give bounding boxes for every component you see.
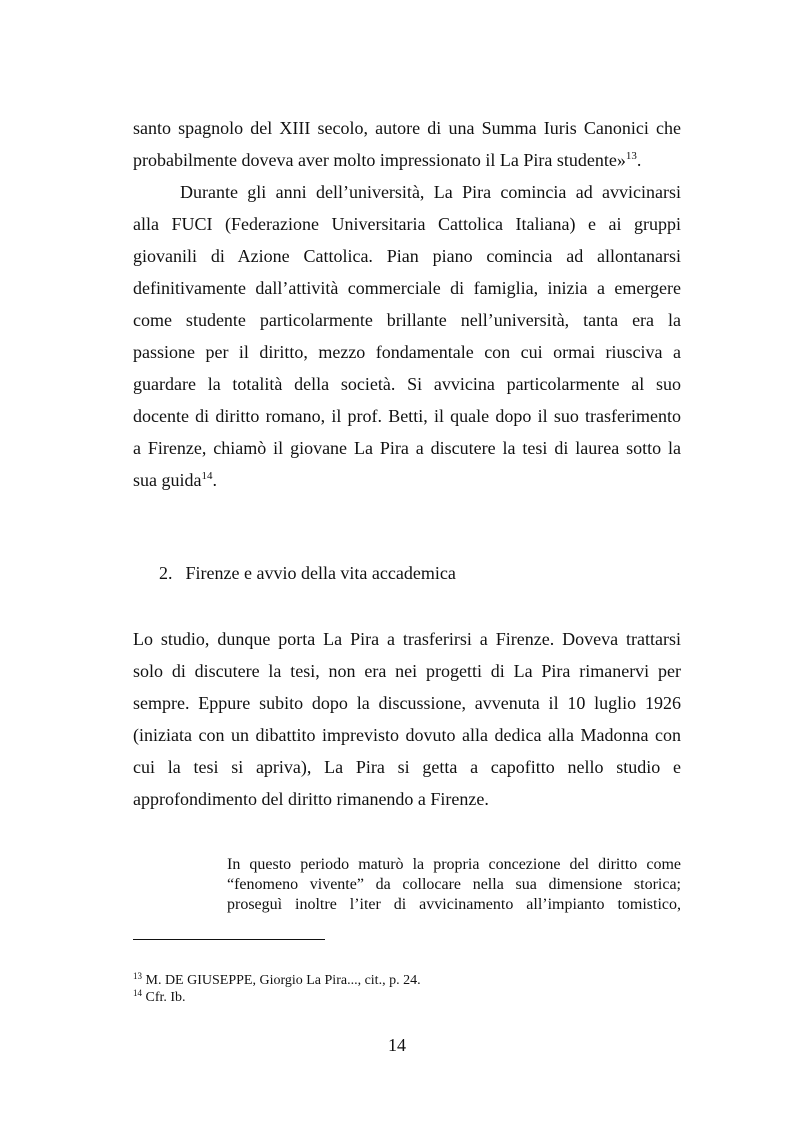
paragraph-continuation: [133, 112, 681, 176]
text-line: guardare la totalità della società. Si avvicina particolarmente al suo: [133, 374, 681, 394]
page-number: 14: [388, 1035, 406, 1055]
footnote-ref-14[interactable]: 14: [201, 470, 213, 482]
text-line: santo spagnolo del XIII secolo, autore di una Summa Iuris Canonici che: [133, 118, 681, 138]
text-line: giovanili di Azione Cattolica. Pian piano comincia ad allontanarsi: [133, 246, 681, 266]
footnote-13: [133, 972, 421, 990]
footnote-separator: [133, 939, 325, 940]
text-line: alla FUCI (Federazione Universitaria Cattolica Italiana) e ai gruppi: [133, 214, 681, 234]
text-line: (iniziata con un dibattito imprevisto dovuto alla dedica alla Madonna con: [133, 725, 681, 745]
text-line: a Firenze, chiamò il giovane La Pira a discutere la tesi di laurea sotto la: [133, 438, 681, 458]
quote-line: In questo periodo maturò la propria concezione del diritto come: [227, 856, 681, 873]
text-line: definitivamente dall’attività commerciale di famiglia, inizia a emergere: [133, 278, 681, 298]
text-line: sua guida$^{14}$.: [133, 470, 217, 490]
footnote-text: Cfr. Ib.: [145, 990, 186, 1005]
section-number: 2.: [159, 563, 173, 583]
footnote-14: [133, 989, 186, 1007]
footnote-number: 14: [133, 988, 142, 998]
text-line: docente di diritto romano, il prof. Betti, il quale dopo il suo trasferimento: [133, 406, 681, 426]
quote-line: proseguì inoltre l’iter di avvicinamento all’impianto tomistico,: [227, 896, 681, 913]
text-line: approfondimento del diritto rimanendo a Firenze.: [133, 789, 489, 809]
text-line: probabilmente doveva aver molto impressionato il La Pira studente»$^{13}$.: [133, 150, 642, 170]
text-line: Lo studio, dunque porta La Pira a trasferirsi a Firenze. Doveva trattarsi: [133, 629, 681, 649]
section-title: Firenze e avvio della vita accademica: [185, 563, 456, 583]
text-line: cui la tesi si apriva), La Pira si getta a capofitto nello studio e: [133, 757, 681, 777]
footnote-ref-13[interactable]: 13: [625, 150, 637, 162]
text-line: come studente particolarmente brillante nell’università, tanta era la: [133, 310, 681, 330]
paragraph-florence: [133, 623, 681, 815]
text-line: Durante gli anni dell’università, La Pira comincia ad avvicinarsi: [180, 182, 681, 202]
text-line: sempre. Eppure subito dopo la discussione, avvenuta il 10 luglio 1926: [133, 693, 681, 713]
section-heading: [159, 563, 456, 584]
block-quote: [227, 855, 681, 915]
paragraph-university: [133, 176, 681, 496]
footnote-text: M. DE GIUSEPPE, Giorgio La Pira..., cit., p. 24.: [145, 973, 421, 988]
footnote-number: 13: [133, 971, 142, 981]
text-line: passione per il diritto, mezzo fondamentale con cui ormai riusciva a: [133, 342, 681, 362]
quote-line: “fenomeno vivente” da collocare nella sua dimensione storica;: [227, 876, 681, 893]
text-line: solo di discutere la tesi, non era nei progetti di La Pira rimanervi per: [133, 661, 681, 681]
